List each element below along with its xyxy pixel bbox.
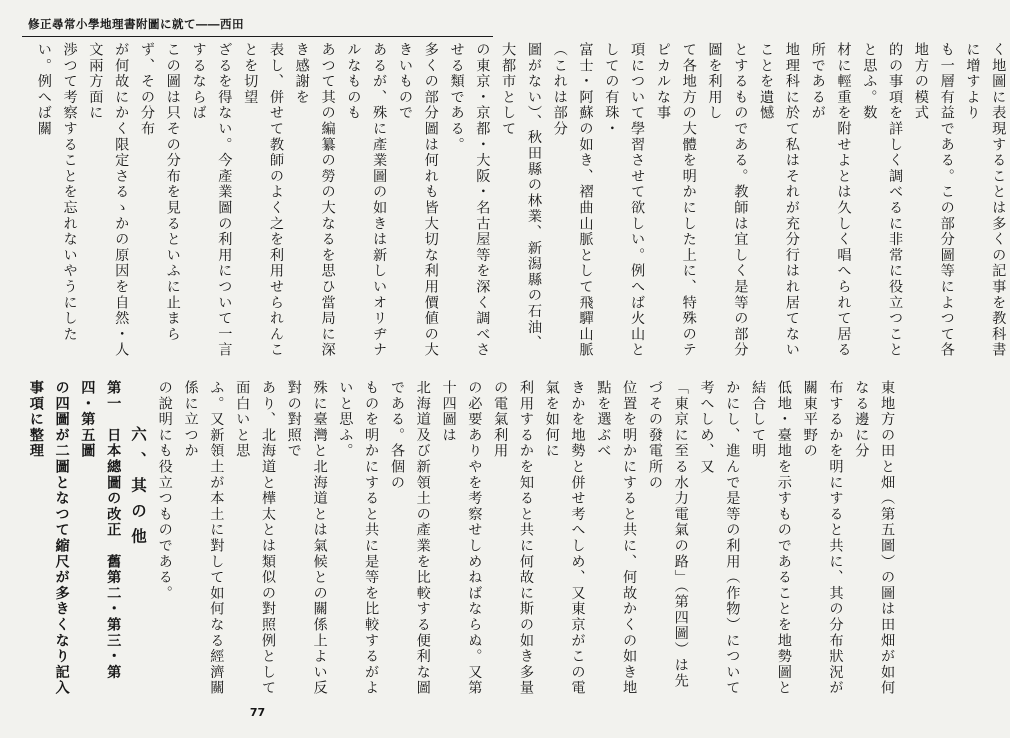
text-column: 殊に臺灣と北海道とは氣候との關係上よい反對の對照で xyxy=(285,380,328,696)
text-column: この圖は只その分布を見るといふに止まらず、その分布 xyxy=(138,42,181,343)
text-column: の東京・京都・大阪・名古屋等を深く調べさせる類である。 xyxy=(448,42,491,358)
text-column: 項について學習させて欲しい。例へば火山としての有珠・ xyxy=(603,42,646,358)
lower-text-block xyxy=(22,380,896,698)
text-column: の四圖が二圖となつて縮尺が多きくなり記入事項に整理 xyxy=(27,380,70,696)
text-column: て各地方の大體を明かにした上に、特殊のテピカルな事 xyxy=(654,42,697,358)
text-column: あつて其の編纂の勞の大なるを思ひ當局に深き感謝を xyxy=(293,42,336,358)
text-column: 北海道及び新領土の產業を比較する便利な圖である。各個の xyxy=(388,380,431,696)
upper-text-block xyxy=(30,42,1007,360)
text-column: 低地・臺地を示すものであることを地勢圖と結合して明 xyxy=(750,380,792,696)
text-column: 利用するかを知ると共に何故に斯の如き多量の電氣利用 xyxy=(492,380,534,696)
text-column: ものを明かにすると共に是等を比較するがよいと思ふ。 xyxy=(337,380,380,696)
text-column: く地圖に表現することは多くの記事を教科書に增すより xyxy=(964,42,1007,358)
text-column: の必要ありやを考察せしめねばならぬ。又第十四圖は xyxy=(440,380,483,696)
running-header: 修正尋常小學地理書附圖に就て――西田 xyxy=(28,17,244,31)
text-column: あり、北海道と樺太とは類似の對照例として面白いと思 xyxy=(234,380,276,696)
text-column: とするものである。教師は宜しく是等の部分圖を利用し xyxy=(706,42,749,358)
text-column: が何故にかく限定さるゝかの原因を自然・人文兩方面に xyxy=(87,42,130,358)
text-column: 「東京に至る水力電氣の路」（第四圖）は先づその發電所の xyxy=(646,380,689,689)
page-number: 77 xyxy=(249,706,266,719)
text-column: 東地方の田と畑（第五圖）の圖は田畑が如何なる邊に分 xyxy=(853,380,896,696)
text-column: 圖がない）、秋田縣の林業、新潟縣の石油、大都市として xyxy=(500,42,542,351)
section-heading: 六、其の他 xyxy=(128,426,148,554)
text-column: 富士・阿蘇の如き、褶曲山脈として飛驒山脈（これは部分 xyxy=(551,42,594,358)
text-column: あるが、殊に產業圖の如きは新しいオリヂナルなものも xyxy=(345,42,388,358)
text-column: の說明にも役立つものである。 xyxy=(156,380,173,602)
text-column: 布するかを明にすると共に、其の分布狀況が關東平野の xyxy=(801,380,844,696)
text-column: ふ。又新領土が本土に對して如何なる經濟關係に立つか xyxy=(182,380,225,696)
text-column: 的の事項を詳しく調べるに非常に役立つことと思ふ。数 xyxy=(861,42,904,358)
text-column: かにし、進んで是等の利用（作物）について考へしめ、又 xyxy=(698,380,741,696)
subsection-heading: 第一 日本總圖の改正 舊第二・第三・第四・第五圖 xyxy=(79,380,122,681)
header-rule xyxy=(22,36,493,37)
text-column: ざるを得ない。今產業圖の利用について一言するならば xyxy=(190,42,233,358)
text-column: 表し、併せて教師のよく之を利用せられんことを切望 xyxy=(242,42,284,358)
lower-vertical-text xyxy=(22,380,899,698)
upper-vertical-text xyxy=(30,42,1010,360)
text-column: も一層有益である。この部分圖等によつて各地方の模式 xyxy=(912,42,955,358)
text-column: 位置を明かにすると共に、何故かくの如き地點を選ぶべ xyxy=(595,380,638,696)
text-column: 渉つて考察することを忘れないやうにしたい。例へば關 xyxy=(35,42,78,343)
text-column: きかを地勢と併せ考へしめ、又東京がこの電氣を如何に xyxy=(543,380,586,696)
text-column: 多くの部分圖は何れも皆大切な利用價値の大きいもので xyxy=(396,42,439,358)
text-column: 地理科に於て私はそれが充分行はれ居てないことを遺憾 xyxy=(758,42,800,358)
text-column: 材に輕重を附せよとは久しく唱へられて居る所であるが xyxy=(809,42,852,358)
